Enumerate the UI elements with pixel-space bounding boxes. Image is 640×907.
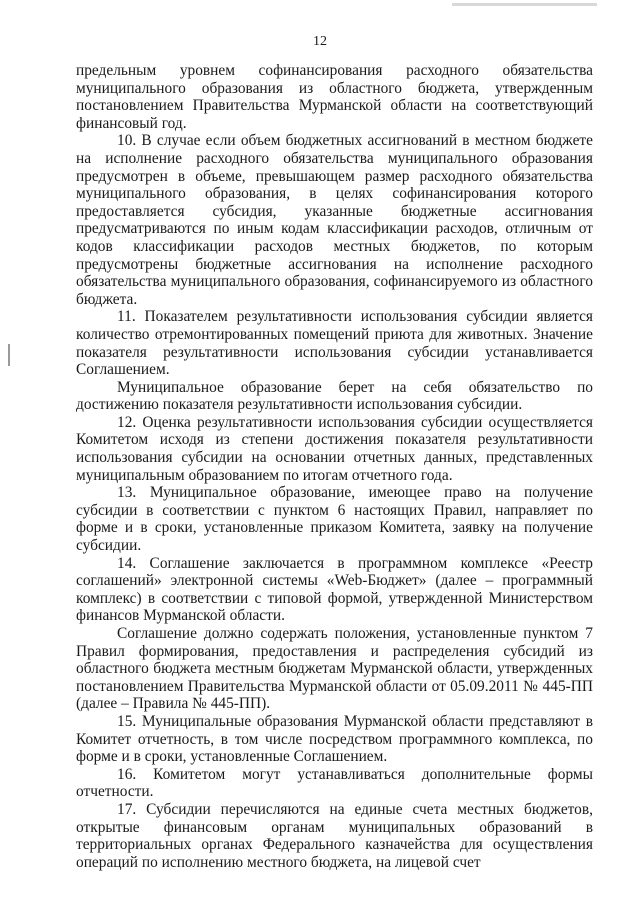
paragraph-agreement-provisions: Соглашение должно содержать положения, установленные пунктом 7 Правил формирования, предоставления и распределения субсидий из областного бюджета местным бюджетам Мурманской области, утвержденных постановлением Правительства Мурманской области от 05.09.2011 № 445-ПП (далее – Правила № 445-ПП).	[76, 625, 593, 713]
paragraph-item-17: 17. Субсидии перечисляются на единые счета местных бюджетов, открытые финансовым органам муниципальных образований в территориальных органах Федерального казначейства для осуществления операций по исполнению местного бюджета, на лицевой счет	[76, 800, 593, 871]
paragraph-item-13: 13. Муниципальное образование, имеющее право на получение субсидии в соответствии с пунктом 6 настоящих Правил, направляет по форме и в сроки, установленные приказом Комитета, заявку на получение субсидии.	[76, 484, 593, 555]
paragraph-item-10: 10. В случае если объем бюджетных ассигнований в местном бюджете на исполнение расходного обязательства муниципального образования предусмотрен в объеме, превышающем размер расходного обязательства муниципального образования, в целях софинансирования которого предоставляется субсидия, указанные бюджетные ассигнования предусматриваются по иным кодам классификации расходов, отличным от кодов классификации расходов местных бюджетов, по которым предусмотрены бюджетные ассигнования на исполнение расходного обязательства муниципального образования, софинансируемого из областного бюджета.	[76, 132, 593, 308]
paragraph-continuation: предельным уровнем софинансирования расходного обязательства муниципального образования из областного бюджета, утвержденным постановлением Правительства Мурманской области на соответствующий финансовый год.	[76, 62, 593, 132]
document-body	[76, 62, 593, 871]
paragraph-obligation: Муниципальное образование берет на себя обязательство по достижению показателя результативности использования субсидии.	[76, 378, 593, 414]
paragraph-item-14: 14. Соглашение заключается в программном комплексе «Реестр соглашений» электронной системы «Web-Бюджет» (далее – программный комплекс) в соответствии с типовой формой, утвержденной Министерством финансов Мурманской области.	[76, 554, 593, 625]
paragraph-item-12: 12. Оценка результативности использования субсидии осуществляется Комитетом исходя из степени достижения показателя результативности использования субсидии на основании отчетных данных, представленных муниципальным образованием по итогам отчетного года.	[76, 413, 593, 484]
paragraph-item-11: 11. Показателем результативности использования субсидии является количество отремонтированных помещений приюта для животных. Значение показателя результативности использования субсидии устанавливается Соглашением.	[76, 308, 593, 379]
paragraph-item-15: 15. Муниципальные образования Мурманской области представляют в Комитет отчетность, в том числе посредством программного комплекса, по форме и в сроки, установленные Соглашением.	[76, 712, 593, 766]
scan-artifact	[452, 3, 597, 6]
margin-mark	[8, 344, 10, 366]
paragraph-item-16: 16. Комитетом могут устанавливаться дополнительные формы отчетности.	[76, 765, 593, 801]
page-number: 12	[313, 34, 327, 49]
